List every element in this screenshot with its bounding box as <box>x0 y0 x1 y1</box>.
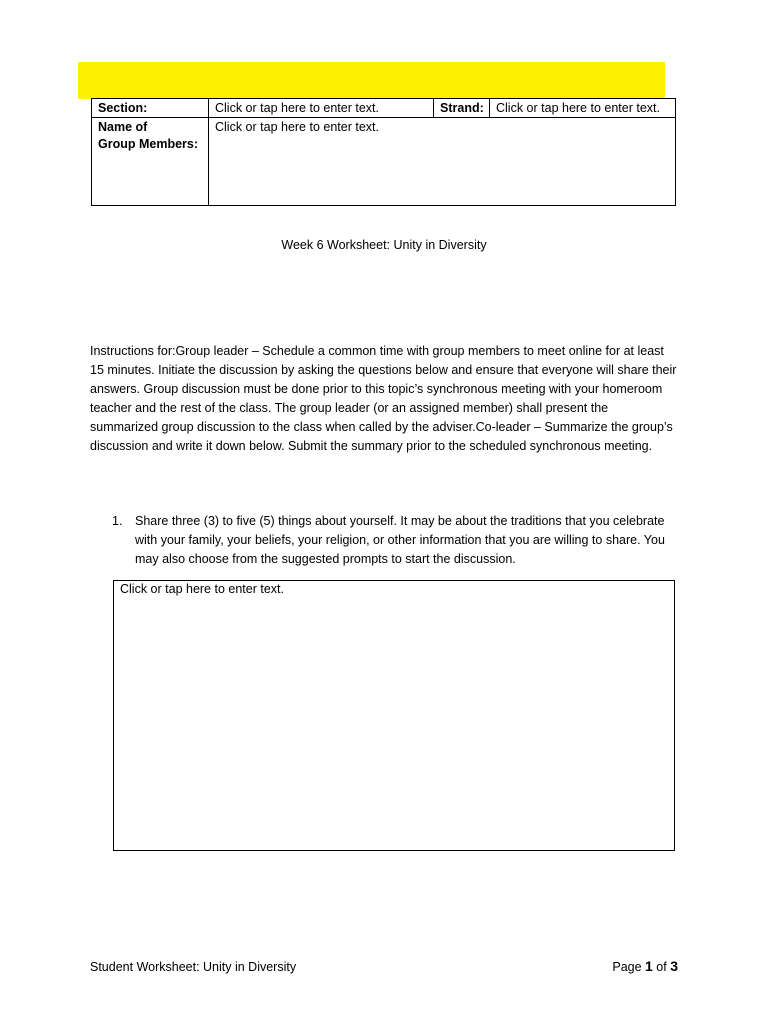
worksheet-title: Week 6 Worksheet: Unity in Diversity <box>281 238 487 252</box>
group-members-row <box>92 118 676 206</box>
question-item <box>112 512 682 569</box>
section-field[interactable]: Click or tap here to enter text. <box>209 99 434 118</box>
student-info-table <box>91 98 676 206</box>
page-word: Page <box>612 960 646 974</box>
group-members-field[interactable]: Click or tap here to enter text. <box>209 118 676 206</box>
page-of: of <box>652 960 671 974</box>
question-text: Share three (3) to five (5) things about yourself. It may be about the traditions that you celebrate with your family, your beliefs, your religion, or other information that you are willing to share. You may also choose from the suggested prompts to start the discussion. <box>135 514 665 566</box>
section-label: Section: <box>92 99 209 118</box>
group-members-label <box>92 118 209 206</box>
page-number <box>612 958 678 974</box>
footer-title: Student Worksheet: Unity in Diversity <box>90 960 297 974</box>
strand-label: Strand: <box>434 99 490 118</box>
page-current: 1 <box>645 958 653 974</box>
group-members-label-line1: Name of <box>98 120 148 134</box>
instructions-paragraph: Instructions for:Group leader – Schedule a common time with group members to meet online for at least 15 minutes. Initiate the discussion by asking the questions below and ensure that everyone will share their answers. Group discussion must be done prior to this topic’s synchronous meeting with your homeroom teacher and the rest of the class. The group leader (or an assigned member) shall present the summarized group discussion to the class when called by the adviser.Co-leader – Summarize the group’s discussion and write it down below. Submit the summary prior to the scheduled synchronous meeting. <box>90 344 677 453</box>
highlight-band <box>78 62 665 99</box>
section-row <box>92 99 676 118</box>
page-total: 3 <box>670 958 678 974</box>
strand-field[interactable]: Click or tap here to enter text. <box>490 99 676 118</box>
question-number: 1. <box>112 514 123 528</box>
group-members-label-line2: Group Members: <box>98 137 199 151</box>
answer-field[interactable]: Click or tap here to enter text. <box>113 580 675 851</box>
